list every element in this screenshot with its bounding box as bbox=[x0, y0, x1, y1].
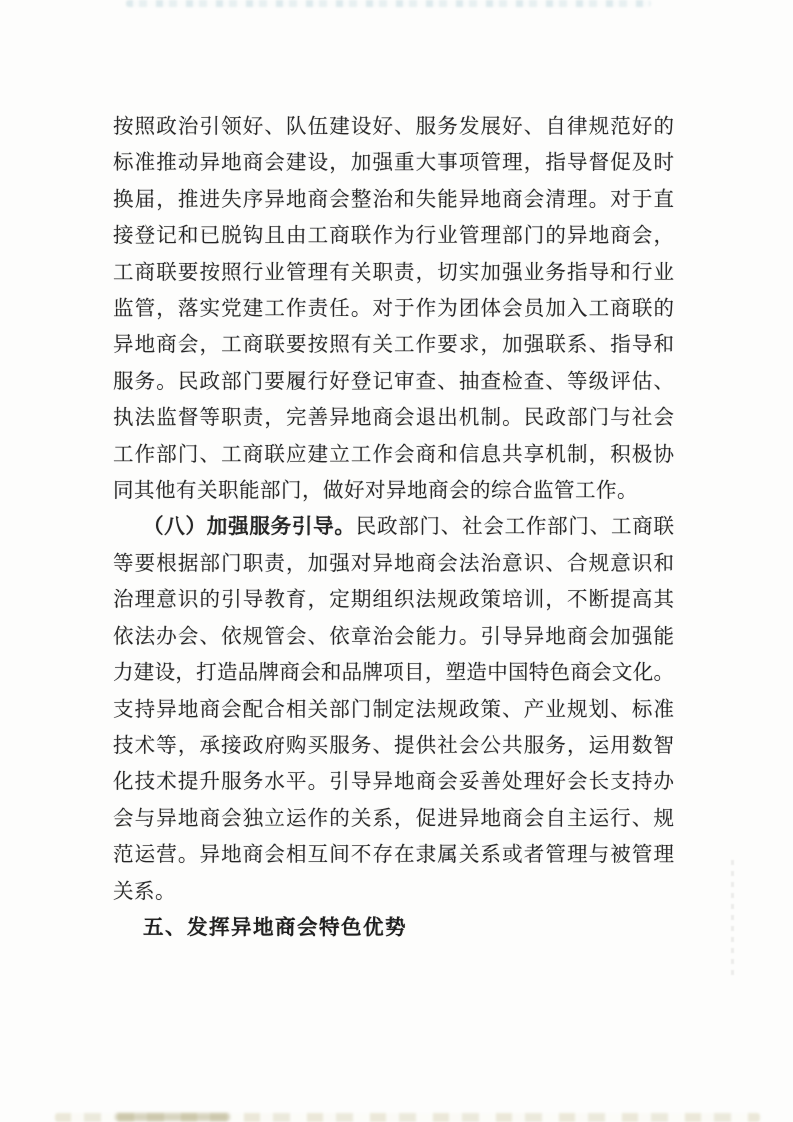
text-run: 按照政治引领好、队伍建设好、服务发展好、自律规范好的 bbox=[113, 116, 674, 138]
text-run: 服务。民政部门要履行好登记审查、抽查检查、等级评估、 bbox=[113, 370, 674, 393]
text-line bbox=[113, 728, 674, 764]
text-run: 监管，落实党建工作责任。对于作为团体会员加入工商联的 bbox=[113, 298, 674, 321]
text-run: 等要根据部门职责，加强对异地商会法治意识、合规意识和 bbox=[113, 552, 674, 575]
text-line bbox=[113, 801, 674, 837]
text-line bbox=[113, 218, 674, 254]
text-line bbox=[113, 400, 674, 436]
text-run: 同其他有关职能部门，做好对异地商会的综合监管工作。 bbox=[113, 480, 638, 503]
text-line bbox=[113, 255, 674, 291]
text-run: 支持异地商会配合相关部门制定法规政策、产业规划、标准 bbox=[113, 698, 674, 721]
text-run: 工商联要按照行业管理有关职责，切实加强业务指导和行业 bbox=[113, 261, 674, 284]
text-line bbox=[113, 437, 674, 473]
document-body bbox=[113, 109, 674, 910]
section-heading: 五、发挥异地商会特色优势 bbox=[143, 916, 407, 939]
text-line bbox=[113, 473, 674, 509]
text-run: 依法办会、依规管会、依章治会能力。引导异地商会加强能 bbox=[113, 625, 674, 648]
text-run: 异地商会，工商联要按照有关工作要求，加强联系、指导和 bbox=[113, 334, 674, 357]
text-run: 执法监督等职责，完善异地商会退出机制。民政部门与社会 bbox=[113, 407, 674, 430]
text-line bbox=[113, 655, 674, 691]
text-run: 技术等，承接政府购买服务、提供社会公共服务，运用数智 bbox=[113, 734, 674, 757]
text-run: 民政部门、社会工作部门、工商联 bbox=[355, 516, 675, 539]
bold-text-run: （八）加强服务引导。 bbox=[143, 516, 356, 539]
text-line bbox=[113, 109, 674, 145]
text-run: 换届，推进失序异地商会整治和失能异地商会清理。对于直 bbox=[113, 188, 674, 211]
text-line bbox=[113, 182, 674, 218]
text-run: 力建设，打造品牌商会和品牌项目，塑造中国特色商会文化。 bbox=[113, 662, 674, 685]
text-run: 化技术提升服务水平。引导异地商会妥善处理好会长支持办 bbox=[113, 771, 674, 794]
scan-artifact-right bbox=[731, 860, 734, 980]
scan-artifact-bottom-dark bbox=[115, 1113, 230, 1121]
text-line bbox=[113, 509, 674, 545]
document-content bbox=[113, 109, 674, 946]
text-line bbox=[113, 327, 674, 363]
text-run: 范运营。异地商会相互间不存在隶属关系或者管理与被管理 bbox=[113, 844, 674, 867]
text-run: 工作部门、工商联应建立工作会商和信息共享机制，积极协 bbox=[113, 443, 674, 466]
text-line bbox=[113, 764, 674, 800]
text-line bbox=[113, 874, 674, 910]
text-run: 关系。 bbox=[113, 880, 176, 903]
text-line bbox=[113, 837, 674, 873]
text-line bbox=[113, 692, 674, 728]
text-run: 治理意识的引导教育，定期组织法规政策培训，不断提高其 bbox=[113, 589, 674, 612]
text-run: 会与异地商会独立运作的关系，促进异地商会自主运行、规 bbox=[113, 807, 674, 830]
text-line bbox=[113, 291, 674, 327]
text-line bbox=[113, 582, 674, 618]
text-run: 标准推动异地商会建设，加强重大事项管理，指导督促及时 bbox=[113, 152, 674, 175]
text-line bbox=[113, 619, 674, 655]
text-run: 接登记和已脱钩且由工商联作为行业管理部门的异地商会， bbox=[113, 225, 674, 248]
text-line bbox=[113, 546, 674, 582]
text-line bbox=[113, 364, 674, 400]
text-line bbox=[113, 145, 674, 181]
scan-artifact-top bbox=[126, 0, 651, 7]
